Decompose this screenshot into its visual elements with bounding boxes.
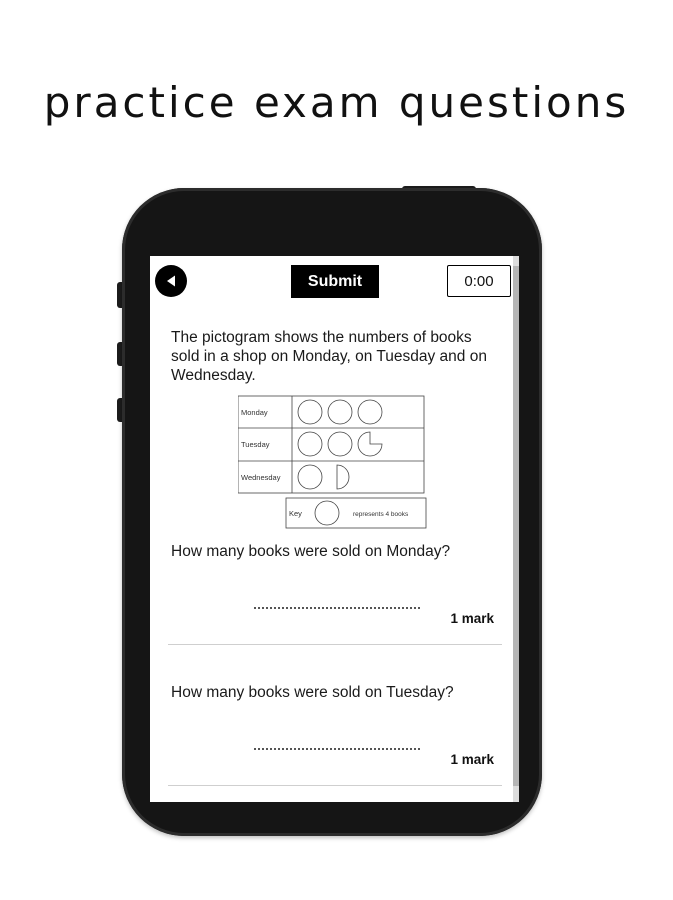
pictogram xyxy=(238,394,430,532)
mark-label: 1 mark xyxy=(450,752,494,767)
key-symbol xyxy=(315,501,339,525)
back-button[interactable] xyxy=(155,265,187,297)
answer-input[interactable] xyxy=(254,748,420,750)
book-symbol xyxy=(298,400,322,424)
timer: 0:00 xyxy=(447,265,511,297)
book-symbol xyxy=(358,400,382,424)
answer-input[interactable] xyxy=(254,607,420,609)
submit-button[interactable]: Submit xyxy=(291,265,379,298)
question-intro: The pictogram shows the numbers of books sold in a shop on Monday, on Tuesday and on Wednesday. xyxy=(171,329,487,384)
book-symbol-three-quarter xyxy=(358,432,382,456)
book-symbol xyxy=(298,465,322,489)
pictogram-day-label: Monday xyxy=(241,408,268,417)
mark-label: 1 mark xyxy=(450,611,494,626)
book-symbol xyxy=(328,400,352,424)
book-symbol xyxy=(298,432,322,456)
key-text: represents 4 books xyxy=(353,511,409,518)
scrollbar[interactable] xyxy=(513,256,519,802)
back-arrow-icon xyxy=(164,274,178,288)
pictogram-day-label: Tuesday xyxy=(241,440,270,449)
headline: practice exam questions xyxy=(43,78,630,127)
question-text: How many books were sold on Monday? xyxy=(171,543,451,560)
pictogram-day-label: Wednesday xyxy=(241,473,281,482)
key-label: Key xyxy=(289,509,302,518)
scrollbar-thumb[interactable] xyxy=(513,266,519,786)
book-symbol-half xyxy=(337,465,349,489)
phone-screen xyxy=(150,256,519,802)
question-divider xyxy=(168,785,502,786)
book-symbol xyxy=(328,432,352,456)
question-divider xyxy=(168,644,502,645)
question-text: How many books were sold on Tuesday? xyxy=(171,684,454,701)
